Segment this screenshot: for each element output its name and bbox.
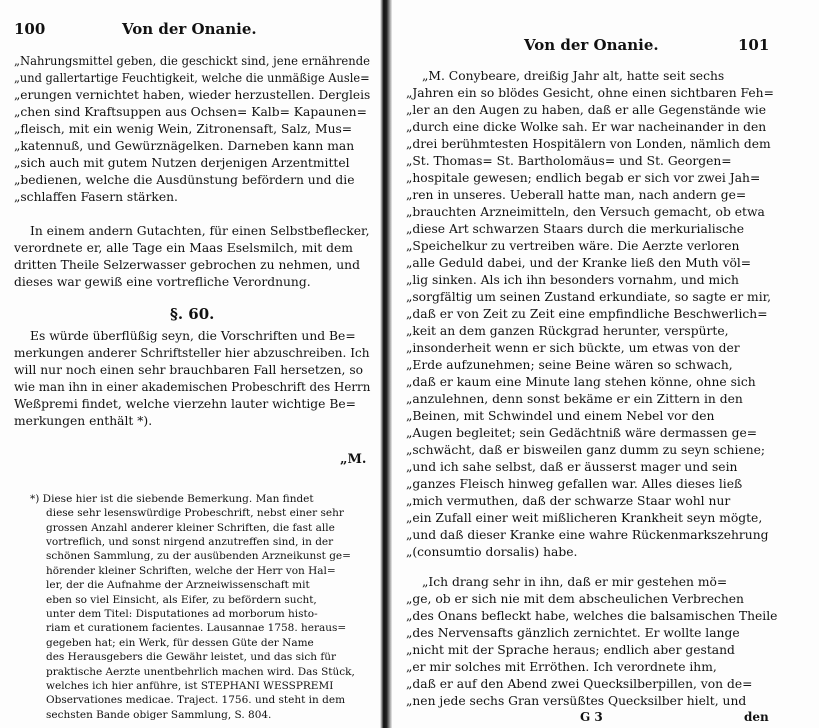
text-line: „drei berühmtesten Hospitälern von Londen, nämlich dem	[406, 137, 771, 151]
text-line: „nen jede sechs Gran versüßtes Quecksilber hielt, und	[406, 694, 747, 708]
footnote-line: hörender kleiner Schriften, welche der Herr von Hal=	[46, 565, 336, 577]
text-line: „katennuß, und Gewürznägelken. Darneben kann man	[14, 139, 355, 153]
text-line: „hospitale gewesen; endlich begab er sich vor zwei Jah=	[406, 171, 761, 185]
text-line: „und ich sahe selbst, daß er äusserst mager und sein	[406, 460, 738, 474]
text-line: „er mir solches mit Erröthen. Ich verordnete ihm,	[406, 660, 717, 674]
text-line: „nicht mit der Sprache heraus; endlich aber gestand	[406, 643, 735, 657]
text-line: „diese Art schwarzen Staars durch die merkurialische	[406, 222, 745, 236]
text-line: „ler an den Augen zu haben, daß er alle Gegenstände wie	[406, 103, 766, 117]
right-page	[392, 0, 819, 728]
text-line: In einem andern Gutachten, für einen Selbstbeflecker,	[30, 224, 370, 238]
text-line: „anzulehnen, denn sonst bekäme er ein Zittern in den	[406, 392, 743, 406]
text-line: „chen sind Kraftsuppen aus Ochsen= Kalb= Kapaunen=	[14, 105, 367, 119]
footnote-line: unter dem Titel: Disputationes ad morborum histo-	[46, 608, 318, 620]
text-line: „bedienen, welche die Ausdünstung befördern und die	[14, 173, 355, 187]
text-line: „keit an dem ganzen Rückgrad herunter, verspürte,	[406, 324, 729, 338]
footnote-line: grossen Anzahl anderer kleiner Schriften, die fast alle	[46, 522, 335, 534]
footnote-line: *) Diese hier ist die siebende Bemerkung. Man findet	[30, 493, 314, 505]
text-line: „(consumtio dorsalis) habe.	[406, 545, 578, 559]
text-line: „schlaffen Fasern stärken.	[14, 190, 178, 204]
section-mark: §. 60.	[170, 305, 215, 323]
footnote-line: gegeben hat; ein Werk, für dessen Güte der Name	[46, 637, 314, 649]
text-line: „Augen begleitet; sein Gedächtniß wäre dermassen ge=	[406, 426, 758, 440]
text-line: „des Onans befleckt habe, welches die balsamischen Theile	[406, 609, 778, 623]
text-line: merkungen enthält *).	[14, 414, 153, 428]
footnote-line: Observationes medicae. Traject. 1756. und steht in dem	[46, 694, 346, 706]
catchword: den	[744, 710, 769, 724]
text-line: „des Nervensafts gänzlich zernichtet. Er wollte lange	[406, 626, 740, 640]
running-head: Von der Onanie.	[122, 20, 257, 38]
text-line: „schwächt, daß er bisweilen ganz dumm zu seyn schiene;	[406, 443, 766, 457]
text-line: „lig sinken. Als ich ihn besonders vornahm, und mich	[406, 273, 739, 287]
text-line: „mich vermuthen, daß der schwarze Staar wohl nur	[406, 494, 731, 508]
text-line: „M. Conybeare, dreißig Jahr alt, hatte seit sechs	[422, 69, 725, 83]
text-line: „erungen vernichtet haben, wieder herzustellen. Dergleis	[14, 88, 371, 102]
text-line: „ren in unseres. Ueberall hatte man, nach andern ge=	[406, 188, 747, 202]
footnote-line: eben so viel Einsicht, als Eifer, zu befördern sucht,	[46, 594, 317, 606]
text-line: „Jahren ein so blödes Gesicht, ohne einen sichtbaren Feh=	[406, 86, 774, 100]
text-line: Es würde überflüßig seyn, die Vorschriften und Be=	[30, 329, 356, 343]
text-line: „und daß dieser Kranke eine wahre Rückenmarkszehrung	[406, 528, 769, 542]
left-page	[0, 0, 380, 728]
text-line: „Beinen, mit Schwindel und einem Nebel vor den	[406, 409, 715, 423]
text-line: „ganzes Fleisch hinweg gefallen war. Alles dieses ließ	[406, 477, 743, 491]
footnote-line: schönen Sammlung, zu der ausübenden Arzneikunst ge=	[46, 550, 351, 562]
text-line: „sich auch mit gutem Nutzen derjenigen Arzentmittel	[14, 156, 350, 170]
text-line: „sorgfältig um seinen Zustand erkundiate, so sagte er mir,	[406, 290, 772, 304]
text-line: „fleisch, mit ein wenig Wein, Zitronensaft, Salz, Mus=	[14, 122, 353, 136]
text-line: „daß er auf den Abend zwei Quecksilberpillen, von de=	[406, 677, 753, 691]
text-line: „und gallertartige Feuchtigkeit, welche die unmäßige Ausle=	[14, 71, 370, 85]
text-line: „alle Geduld dabei, und der Kranke ließ den Muth völ=	[406, 256, 752, 270]
text-line: wie man ihn in einer akademischen Probeschrift des Herrn	[14, 380, 371, 394]
footnote-line: riam et curationem facientes. Lausannae 1758. heraus=	[46, 622, 347, 634]
text-line: will nur noch einen sehr brauchbaren Fall hersetzen, so	[14, 363, 364, 377]
footnote-line: sechsten Bande obiger Sammlung, S. 804.	[46, 709, 272, 721]
text-line: „daß er von Zeit zu Zeit eine empfindliche Beschwerlich=	[406, 307, 768, 321]
text-line: „durch eine dicke Wolke sah. Er war nacheinander in den	[406, 120, 767, 134]
text-line: merkungen anderer Schriftsteller hier abzuschreiben. Ich	[14, 346, 370, 360]
footnote-line: des Herausgebers die Gewähr leistet, und das sich für	[46, 651, 337, 663]
text-line: „St. Thomas= St. Bartholomäus= und St. Georgen=	[406, 154, 732, 168]
text-line: „daß er kaum eine Minute lang stehen könne, ohne sich	[406, 375, 756, 389]
catchword: „M.	[340, 452, 367, 467]
footnote-line: praktische Aerzte unentbehrlich machen wird. Das Stück,	[46, 666, 355, 678]
footnote-line: diese sehr lesenswürdige Probeschrift, nebst einer sehr	[46, 507, 344, 519]
text-line: Weßpremi findet, welche vierzehn lauter wichtige Be=	[14, 397, 356, 411]
text-line: „Erde aufzunehmen; seine Beine wären so schwach,	[406, 358, 733, 372]
text-line: „Speichelkur zu vertreiben wäre. Die Aerzte verloren	[406, 239, 740, 253]
page-number: 101	[738, 36, 770, 54]
text-line: dieses war gewiß eine vortrefliche Verordnung.	[14, 275, 311, 289]
text-line: „insonderheit wenn er sich bückte, um etwas von der	[406, 341, 740, 355]
footnote-line: vortreflich, und sonst nirgend anzutreffen sind, in der	[46, 536, 334, 548]
text-line: „Ich drang sehr in ihn, daß er mir gestehen mö=	[422, 575, 728, 589]
text-line: „ein Zufall einer weit mißlicheren Krankheit seyn mögte,	[406, 511, 763, 525]
signature-mark: G 3	[580, 710, 603, 724]
footnote-line: ler, der die Aufnahme der Arzneiwissenschaft mit	[46, 579, 310, 591]
book-gutter	[380, 0, 392, 728]
text-line: „brauchten Arzneimitteln, den Versuch gemacht, ob etwa	[406, 205, 765, 219]
footnote-line: welches ich hier anführe, ist STEPHANI WESSPREMI	[46, 680, 334, 692]
running-head: Von der Onanie.	[524, 36, 659, 54]
text-line: „Nahrungsmittel geben, die geschickt sind, jene ernährende	[14, 54, 370, 68]
text-line: verordnete er, alle Tage ein Maas Eselsmilch, mit dem	[14, 241, 353, 255]
text-line: dritten Theile Selzerwasser gebrochen zu nehmen, und	[14, 258, 360, 272]
text-line: „ge, ob er sich nie mit dem abscheulichen Verbrechen	[406, 592, 744, 606]
page-number: 100	[14, 20, 46, 38]
